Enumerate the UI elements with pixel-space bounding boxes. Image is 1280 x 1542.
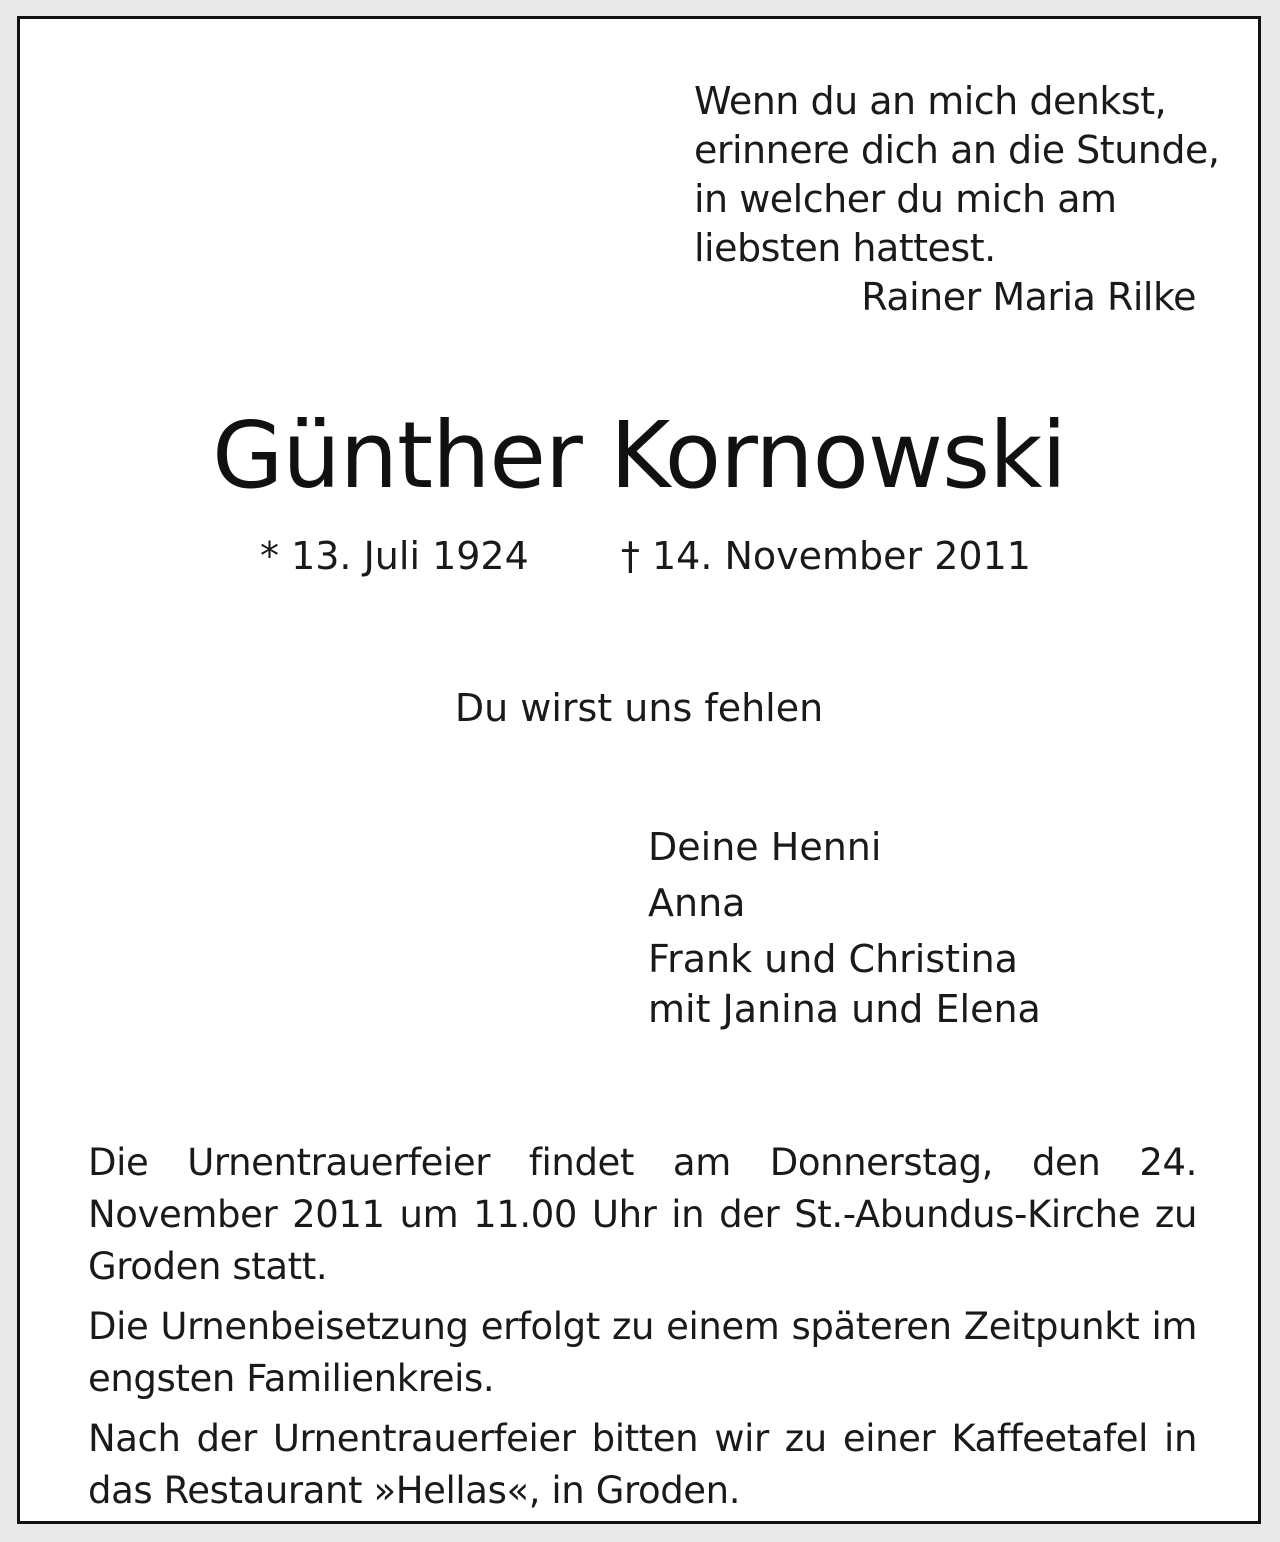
detail-paragraph: Die Urnentrauerfeier findet am Donnerstag, den 24. November 2011 um 11.00 Uhr in der St.-Abundus-Kirche zu Groden statt. bbox=[88, 1141, 1197, 1288]
poem-quote bbox=[694, 77, 1220, 322]
poem-line: Wenn du an mich denkst, bbox=[694, 79, 1167, 123]
deceased-name: Günther Kornowski bbox=[212, 402, 1066, 509]
mourner: Frank und Christina bbox=[648, 937, 1018, 981]
mourner: mit Janina und Elena bbox=[648, 987, 1041, 1031]
poem-line: erinnere dich an die Stunde, bbox=[694, 128, 1220, 172]
poem-line: liebsten hattest. bbox=[694, 226, 996, 270]
death-date: † 14. November 2011 bbox=[620, 534, 1031, 578]
detail-paragraph: Die Urnenbeisetzung erfolgt zu einem späteren Zeitpunkt im engsten Familienkreis. bbox=[88, 1305, 1197, 1400]
farewell-message: Du wirst uns fehlen bbox=[454, 686, 824, 730]
obituary-notice bbox=[17, 16, 1261, 1524]
birth-date: * 13. Juli 1924 bbox=[260, 534, 529, 578]
ceremony-details bbox=[88, 1137, 1197, 1525]
poem-line: in welcher du mich am bbox=[694, 177, 1117, 221]
mourner: Anna bbox=[648, 881, 746, 925]
mourners-list bbox=[648, 816, 1041, 1034]
mourner: Deine Henni bbox=[648, 825, 882, 869]
detail-paragraph: Nach der Urnentrauerfeier bitten wir zu einer Kaffeetafel in das Restaurant »Hellas«, in Groden. bbox=[88, 1417, 1197, 1512]
life-dates bbox=[260, 532, 1031, 580]
poem-author: Rainer Maria Rilke bbox=[861, 275, 1196, 319]
